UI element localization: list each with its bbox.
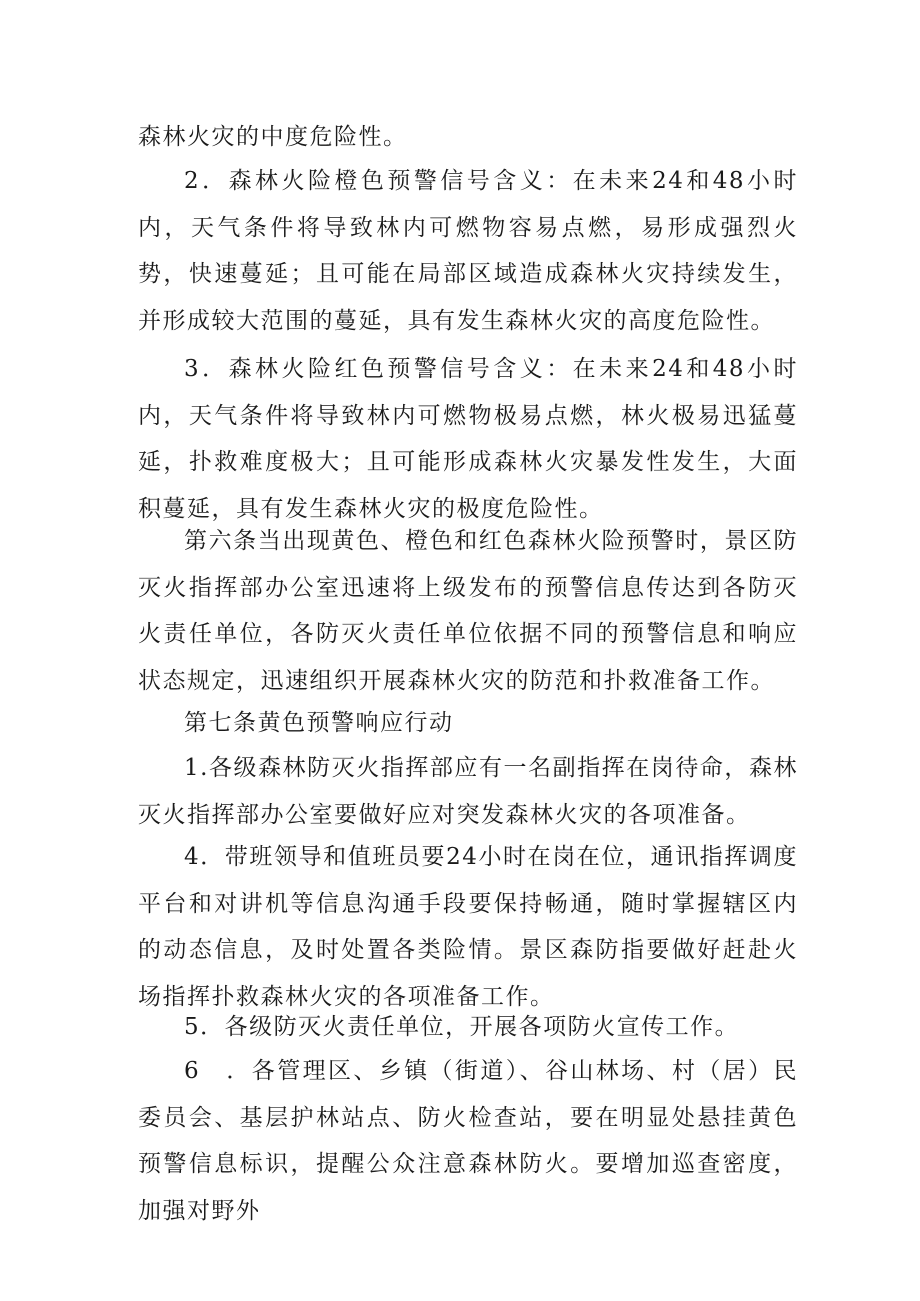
paragraph-item-1: 1.各级森林防灭火指挥部应有一名副指挥在岗待命，森林灭火指挥部办公室要做好应对突发森林火灾的各项准备。: [138, 755, 798, 828]
paragraph-item-4: 4．带班领导和值班员要24小时在岗在位，通讯指挥调度平台和对讲机等信息沟通手段要保持畅通，随时掌握辖区内的动态信息，及时处置各类险情。景区森防指要做好赶赴火场指挥扑救森林火灾的各项准备工作。: [138, 844, 798, 1010]
paragraph-article-six: 第六条当出现黄色、橙色和红色森林火险预警时，景区防灭火指挥部办公室迅速将上级发布的预警信息传达到各防灭火责任单位，各防灭火责任单位依据不同的预警信息和响应状态规定，迅速组织开展森林火灾的防范和扑救准备工作。: [138, 528, 798, 694]
paragraph-red-warning: 3．森林火险红色预警信号含义：在未来24和48小时内，天气条件将导致林内可燃物极易点燃，林火极易迅猛蔓延，扑救难度极大；且可能形成森林火灾暴发性发生，大面积蔓延，具有发生森林火灾的极度危险性。: [138, 356, 798, 522]
paragraph-orange-warning: 2．森林火险橙色预警信号含义：在未来24和48小时内，天气条件将导致林内可燃物容易点燃，易形成强烈火势，快速蔓延；且可能在局部区域造成森林火灾持续发生，并形成较大范围的蔓延，具有发生森林火灾的高度危险性。: [138, 168, 798, 334]
paragraph-article-seven-heading: 第七条黄色预警响应行动: [184, 710, 454, 736]
paragraph-continuation: 森林火灾的中度危险性。: [138, 124, 408, 150]
paragraph-item-6: 6 ．各管理区、乡镇（街道）、谷山林场、村（居）民委员会、基层护林站点、防火检查站，要在明显处悬挂黄色预警信息标识，提醒公众注意森林防火。要增加巡查密度，加强对野外: [138, 1058, 798, 1224]
paragraph-item-5: 5．各级防灭火责任单位，开展各项防火宣传工作。: [184, 1014, 740, 1040]
